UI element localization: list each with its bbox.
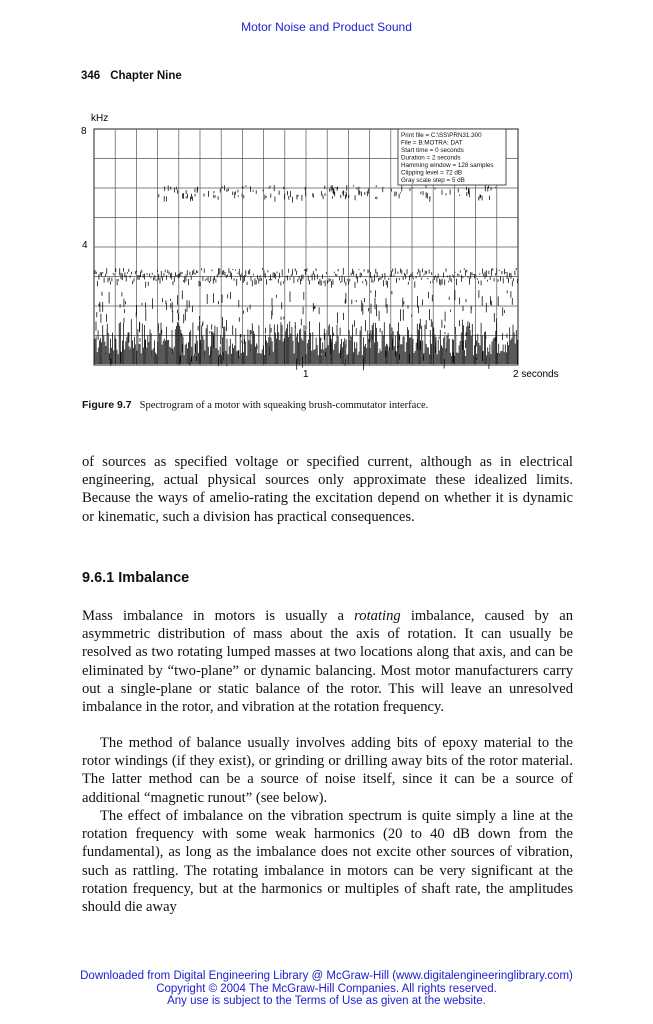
- info-line: Start time = 0 seconds: [401, 147, 464, 154]
- caption-label: Figure 9.7: [82, 399, 132, 411]
- y-axis-unit: kHz: [91, 113, 109, 124]
- caption-text: Spectrogram of a motor with squeaking brush-commutator interface.: [139, 400, 429, 411]
- page-number: 346: [81, 70, 101, 82]
- info-line: Clipping level = 72 dB: [401, 169, 463, 177]
- x-tick-1: 1: [303, 369, 309, 380]
- info-line: File = B:MOTRA: DAT: [401, 139, 463, 147]
- section-heading: 9.6.1 Imbalance: [82, 570, 190, 586]
- info-line: Print file = C:\SS\PRN31.300: [401, 132, 482, 139]
- paragraph: The method of balance usually involves adding bits of epoxy material to the rotor windings (if they exist), or grinding or drilling away bits of the rotor material. The latter method can be a source of noise itself, since it can be a source of additional “magnetic runout” (see below).: [82, 735, 573, 806]
- figure-caption: [82, 399, 428, 411]
- paragraph: of sources as specified voltage or specified current, although as in electrical engineering, actual physical sources only approximate these idealized limits. Because the ways of amelio-rating the excitation depend on whether it is dynamic or kinematic, such a division has practical consequences.: [82, 454, 573, 525]
- paragraph: The effect of imbalance on the vibration spectrum is quite simply a line at the rotation frequency with some weak harmonics (20 to 40 dB down from the fundamental), as long as the imbalance does not excite other sources of vibration, such as rattling. The rotating imbalance in motors can be very significant at the rotation frequency, but at the harmonics or multiples of shaft rate, the amplitudes should die away: [82, 808, 573, 916]
- footer-line: Downloaded from Digital Engineering Library @ McGraw-Hill (www.digitalengineeringlibrary.com): [80, 970, 573, 982]
- paragraph: Mass imbalance in motors is usually a rotating imbalance, caused by an asymmetric distribution of mass about the axis of rotation. It can usually be resolved as two rotating lumped masses at two locations along that axis, and can be eliminated by “two-plane” or dynamic balancing. Most motor manufacturers carry out a single-plane or static balance of the rotor. This will leave an unresolved imbalance in the rotor, and vibration at the rotation frequency.: [82, 608, 574, 716]
- y-tick-8: 8: [81, 126, 87, 137]
- footer: [0, 970, 653, 1008]
- info-line: Gray scale step = 5 dB: [401, 177, 465, 184]
- running-title: Motor Noise and Product Sound: [241, 20, 412, 34]
- x-tick-2: 2 seconds: [513, 369, 559, 380]
- footer-line: Copyright © 2004 The McGraw-Hill Companies. All rights reserved.: [156, 982, 497, 995]
- footer-line: Any use is subject to the Terms of Use as given at the website.: [167, 995, 486, 1007]
- spectrogram-figure: [0, 0, 653, 390]
- info-line: Duration = 2 seconds: [401, 154, 461, 162]
- y-tick-4: 4: [82, 240, 88, 251]
- info-line: Hamming window = 128 samples: [401, 162, 494, 169]
- chapter-title: Chapter Nine: [110, 70, 182, 82]
